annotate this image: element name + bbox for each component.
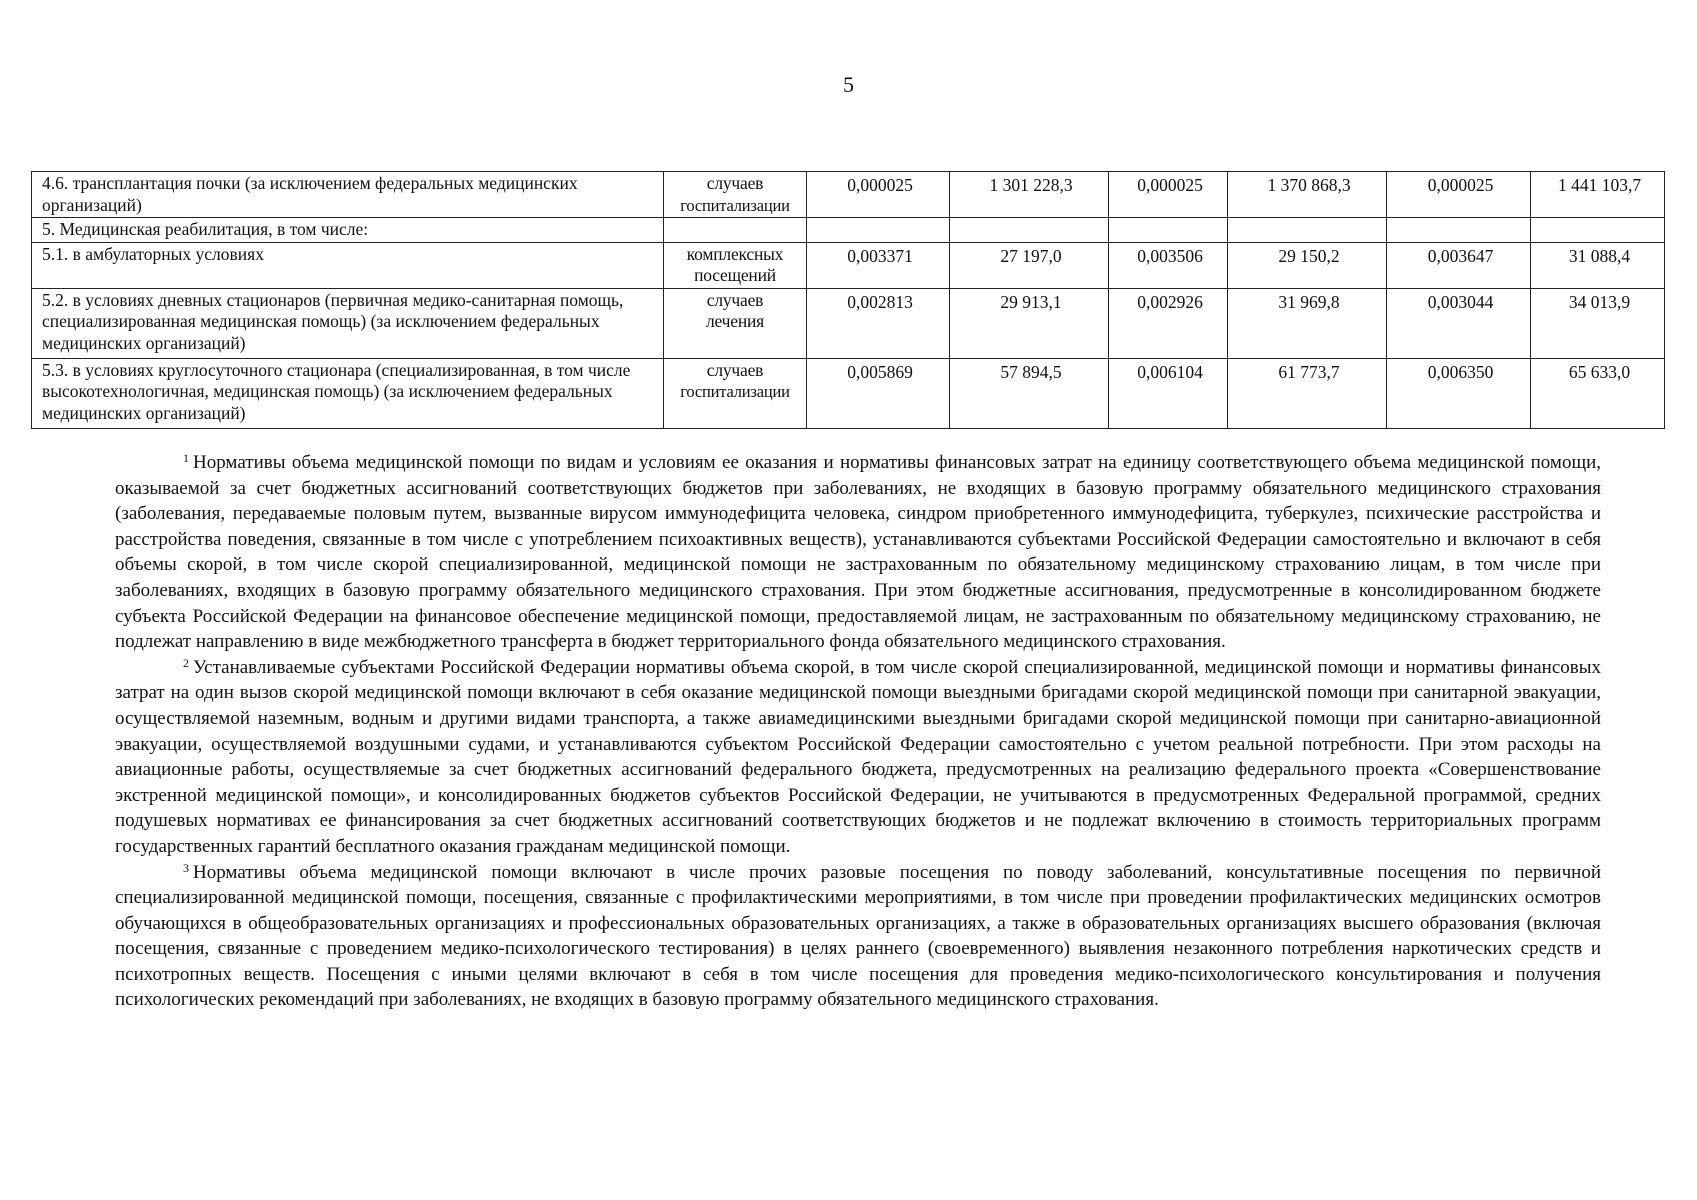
row-label: 5.3. в условиях круглосуточного стационара (специализированная, в том числе высокотехнологичная, медицинская помощь) (за исключением федеральных медицинских организаций) bbox=[32, 358, 664, 428]
row-unit: случаев госпитализации bbox=[664, 358, 807, 428]
value-cell: 27 197,0 bbox=[950, 242, 1109, 288]
footnote-mark: 1 bbox=[183, 451, 189, 465]
row-label: 4.6. трансплантация почки (за исключением федеральных медицинских организаций) bbox=[32, 172, 664, 218]
row-unit: случаев госпитализации bbox=[664, 172, 807, 218]
value-cell: 61 773,7 bbox=[1228, 358, 1387, 428]
norms-table bbox=[31, 171, 1665, 429]
value-cell: 1 441 103,7 bbox=[1531, 172, 1665, 218]
value-cell bbox=[807, 218, 950, 243]
value-cell: 0,002926 bbox=[1109, 288, 1228, 358]
value-cell: 1 370 868,3 bbox=[1228, 172, 1387, 218]
value-cell: 0,003506 bbox=[1109, 242, 1228, 288]
footnote-2 bbox=[115, 655, 1601, 860]
value-cell: 0,003371 bbox=[807, 242, 950, 288]
table-row bbox=[32, 242, 1665, 288]
row-label: 5.1. в амбулаторных условиях bbox=[32, 242, 664, 288]
footnote-3 bbox=[115, 860, 1601, 1014]
row-unit bbox=[664, 218, 807, 243]
footnote-text: Нормативы объема медицинской помощи включают в числе прочих разовые посещения по поводу заболеваний, консультативные посещения по первичной специализированной медицинской помощи, посещения, связанные с профилактическими мероприятиями, в том числе при проведении профилактических медицинских осмотров обучающихся в общеобразовательных организациях и профессиональных образовательных организациях, а также в образовательных организациях высшего образования (включая посещения, связанные с проведением медико-психологического тестирования) в целях раннего (своевременного) выявления незаконного потребления наркотических средств и психотропных веществ. Посещения с иными целями включают в себя в том числе посещения для проведения медико-психологического консультирования и получения психологических рекомендаций при заболеваниях, не входящих в базовую программу обязательного медицинского страхования. bbox=[115, 861, 1601, 1011]
row-label: 5.2. в условиях дневных стационаров (первичная медико-санитарная помощь, специализированная медицинская помощь) (за исключением федеральных медицинских организаций) bbox=[32, 288, 664, 358]
table-row bbox=[32, 218, 1665, 243]
value-cell: 34 013,9 bbox=[1531, 288, 1665, 358]
value-cell bbox=[1228, 218, 1387, 243]
footnote-mark: 2 bbox=[183, 655, 189, 670]
value-cell: 0,000025 bbox=[1109, 172, 1228, 218]
table-row bbox=[32, 172, 1665, 218]
value-cell: 0,006104 bbox=[1109, 358, 1228, 428]
value-cell: 31 088,4 bbox=[1531, 242, 1665, 288]
footnote-text: Нормативы объема медицинской помощи по видам и условиям ее оказания и нормативы финансовых затрат на единицу соответствующего объема медицинской помощи, оказываемой за счет бюджетных ассигнований соответствующих бюджетов при заболеваниях, не входящих в базовую программу обязательного медицинского страхования (заболевания, передаваемые половым путем, вызванные вирусом иммунодефицита человека, синдром приобретенного иммунодефицита, туберкулез, психические расстройства и расстройства поведения, связанные в том числе с употреблением психоактивных веществ), устанавливаются субъектами Российской Федерации самостоятельно и включают в себя объемы скорой, в том числе скорой специализированной, медицинской помощи не застрахованным по обязательному медицинскому страхованию лицам, в том числе при заболеваниях, входящих в базовую программу обязательного медицинского страхования. При этом бюджетные ассигнования, предусмотренные в консолидированном бюджете субъекта Российской Федерации на финансовое обеспечение медицинской помощи, предоставляемой лицам, не застрахованным по обязательному медицинскому страхованию, не подлежат направлению в виде межбюджетного трансферта в бюджет территориального фонда обязательного медицинского страхования. bbox=[115, 452, 1601, 653]
value-cell: 0,000025 bbox=[807, 172, 950, 218]
value-cell: 65 633,0 bbox=[1531, 358, 1665, 428]
footnotes bbox=[115, 450, 1601, 1013]
footnote-mark: 3 bbox=[183, 860, 189, 875]
value-cell bbox=[1531, 218, 1665, 243]
table-row bbox=[32, 358, 1665, 428]
value-cell: 0,005869 bbox=[807, 358, 950, 428]
footnote-1 bbox=[115, 450, 1601, 655]
row-unit: комплексных посещений bbox=[664, 242, 807, 288]
value-cell: 57 894,5 bbox=[950, 358, 1109, 428]
value-cell: 29 913,1 bbox=[950, 288, 1109, 358]
value-cell: 1 301 228,3 bbox=[950, 172, 1109, 218]
value-cell: 0,000025 bbox=[1387, 172, 1531, 218]
value-cell bbox=[1109, 218, 1228, 243]
value-cell: 29 150,2 bbox=[1228, 242, 1387, 288]
value-cell: 0,003647 bbox=[1387, 242, 1531, 288]
value-cell: 0,003044 bbox=[1387, 288, 1531, 358]
value-cell bbox=[950, 218, 1109, 243]
page-number: 5 bbox=[843, 72, 854, 97]
row-label: 5. Медицинская реабилитация, в том числе: bbox=[32, 218, 664, 243]
footnote-text: Устанавливаемые субъектами Российской Федерации нормативы объема скорой, в том числе скорой специализированной, медицинской помощи и нормативы финансовых затрат на один вызов скорой медицинской помощи включают в себя оказание медицинской помощи выездными бригадами скорой медицинской помощи при санитарной эвакуации, осуществляемой наземным, водным и другими видами транспорта, а также авиамедицинскими выездными бригадами скорой медицинской помощи при санитарно-авиационной эвакуации, осуществляемой воздушными судами, и устанавливаются субъектом Российской Федерации самостоятельно с учетом реальной потребности. При этом расходы на авиационные работы, осуществляемые за счет бюджетных ассигнований федерального бюджета, предусмотренных на реализацию федерального проекта «Совершенствование экстренной медицинской помощи», и консолидированных бюджетов субъектов Российской Федерации, не учитываются в предусмотренных Федеральной программой, средних подушевых нормативах ее финансирования за счет бюджетных ассигнований соответствующих бюджетов и не подлежат включению в стоимость территориальных программ государственных гарантий бесплатного оказания гражданам медицинской помощи. bbox=[115, 656, 1601, 857]
table-row bbox=[32, 288, 1665, 358]
value-cell: 0,002813 bbox=[807, 288, 950, 358]
value-cell: 0,006350 bbox=[1387, 358, 1531, 428]
row-unit: случаев лечения bbox=[664, 288, 807, 358]
value-cell bbox=[1387, 218, 1531, 243]
value-cell: 31 969,8 bbox=[1228, 288, 1387, 358]
